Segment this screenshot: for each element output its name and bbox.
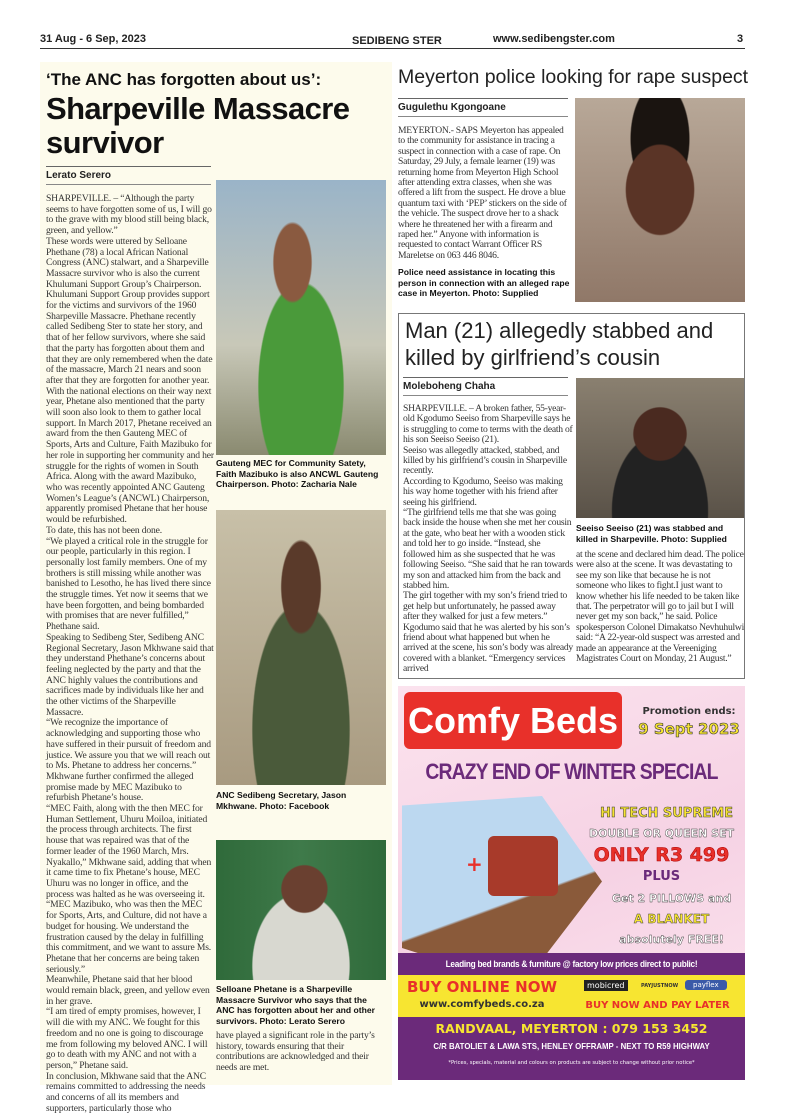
- free-line-1: Get 2 PILLOWS and: [611, 892, 732, 905]
- article-body: [46, 194, 214, 1114]
- buy-online: BUY ONLINE NOW: [406, 978, 557, 996]
- payflex-logo: payflex: [685, 980, 727, 990]
- article-anc-forgotten: [40, 62, 392, 1114]
- paragraph: Speaking to Sedibeng Ster, Sedibeng ANC Regional Secretary, Jason Mkhwane said that they understand Phethane’s concerns about feeling neglected by the party and that the ANC highly values the contributions and sacrifices made by individuals like her and the other victims of the Sharpeville Massacre.: [46, 631, 214, 718]
- paragraph: These words were uttered by Selloane Phethane (78) a local African National Congress (ANC) stalwart, and a Sharpeville Massacre survivor who is also the current Khulumani Support Group’s Chairperson. Khulumani Support Group provides support for the victims and survivors of the 1960 Sharpeville Massacre. Phethane recently called Sedibeng Ster to state her story, and that of her fellow survivors, where she said that the party has forgotten about them and that they are only remembered when the date of the massacre, March 21 nears and soon after that they are forgotten for another year. With the national elections on their way next year, Phetane also mentioned that the party will soon also look to them to gather local support. In March 2017, Phetane received an award from the then Gauteng MEC of Sports, Arts and Culture, Faith Mazibuko for her role in supporting her community and her struggle for the rights of women in South Africa. Along with the award Mazibuko, who was recently appointed ANC Gauteng Women’s League’s (ANCWL) Chairperson, apparently promised Phetane that her house would be refurbished.: [46, 235, 214, 526]
- article-body: [403, 404, 573, 675]
- promo-date: 9 Sept 2023: [638, 720, 740, 738]
- tagline: Leading bed brands & furniture @ factory low prices direct to public!: [445, 959, 698, 969]
- store-location: RANDVAAL, MEYERTON : 079 153 3452: [435, 1021, 708, 1036]
- paragraph: According to Kgodumo, Seeiso was making his way home together with his friend after seeing his girlfriend.: [403, 475, 563, 508]
- photo-jason-mkhwane: [216, 510, 386, 785]
- paragraph: Meanwhile, Phetane said that her blood would remain black, green, and yellow even in her grave.: [46, 974, 210, 1007]
- byline: Moleboheng Chaha: [403, 377, 568, 396]
- free-line-2: A BLANKET: [633, 912, 710, 926]
- article-continuation: have played a significant role in the party’s history, towards ensuring that their contributions are acknowledged and their needs are met.: [216, 1030, 375, 1074]
- blanket-image: [488, 836, 558, 896]
- promo-label: Promotion ends:: [642, 706, 736, 717]
- website: www.sedibengster.com: [493, 33, 615, 45]
- paragraph: “The girlfriend tells me that she was going back inside the house when she met her cousin at the gate, who beat her with a wooden stick and told her to go inside. “Instead, she followed him as she suspected that he was following Seeiso. “She said that he ran towards my son and attacked him from the back and stabbed him.: [403, 507, 573, 591]
- paragraph: “We played a critical role in the struggle for our people, particularly in this region. I personally lost family members. One of my brothers is still missing while another was banished to Lesotho, he has lived there since the struggle times. Yet now it seems that we have been forgotten, and being bombarded with promises that are never fulfilled,” Phethane said.: [46, 535, 211, 633]
- issue-date: 31 Aug - 6 Sep, 2023: [40, 33, 146, 45]
- disclaimer: *Prices, specials, material and colours on products are subject to change without prior notice*: [448, 1060, 695, 1066]
- paper-name: SEDIBENG STER: [352, 35, 442, 47]
- caption: Gauteng MEC for Community Satety, Faith Mazibuko is also ANCWL Gauteng Chairperson. Photo: Zacharia Nale: [216, 458, 379, 489]
- byline: Lerato Serero: [46, 166, 211, 185]
- paragraph: Seeiso was allegedly attacked, stabbed, and killed by his girlfriend’s cousin in Sharpeville recently.: [403, 444, 567, 477]
- paragraph: SHARPEVILLE. – A broken father, 55-year-old Kgodumo Seeiso from Sharpeville says he is struggling to come to terms with the death of his son Seeiso Seeiso (21).: [403, 403, 573, 446]
- photo-seeiso: [576, 378, 744, 518]
- byline: Gugulethu Kgongoane: [398, 98, 568, 117]
- address-banner: [398, 1017, 745, 1080]
- caption: Selloane Phetane is a Sharpeville Massacre Survivor who says that the ANC has forgotten about her and other survivors. Photo: Lerato Serero: [216, 984, 375, 1026]
- article-stabbed-column: [403, 377, 573, 675]
- caption: Police need assistance in locating this person in connection with an alleged rape case in Meyerton. Photo: Supplied: [398, 267, 570, 299]
- paragraph: “We recognize the importance of acknowledging and supporting those who have suffered in their pursuit of freedom and justice. We assure you that we will reach out to Ms. Phetane to address her concerns.” Mkhwane further confirmed the alleged promise made by MEC Mazibuko to refurbish Phetane’s house.: [46, 717, 211, 804]
- plus-label: PLUS: [642, 869, 681, 884]
- online-banner: [398, 975, 745, 1017]
- tagline-banner: [398, 953, 745, 975]
- headline: Meyerton police looking for rape suspect: [398, 66, 749, 88]
- product-name: HI TECH SUPREME: [599, 806, 734, 821]
- paragraph: SHARPEVILLE. – “Although the party seems to have forgotten some of us, I will go to the grave with my blood still being black, green, and yellow.”: [46, 193, 212, 237]
- headline: Man (21) allegedly stabbed and killed by girlfriend’s cousin: [405, 318, 714, 370]
- paragraph: “MEC Mazibuko, who was then the MEC for Sports, Arts, and Culture, did not have a budget for housing. We understand the frustration caused by the delay in fulfilling this commitment, and we want to assure Ms. Phetane that her concerns are being taken seriously.”: [46, 899, 212, 975]
- header-rule: [40, 48, 745, 49]
- caption: ANC Sedibeng Secretary, Jason Mkhwane. Photo: Facebook: [216, 790, 347, 811]
- photo-faith-mazibuko: [216, 180, 386, 455]
- photo-selloane-phetane: [216, 840, 386, 980]
- store-address: C/R BATOLIET & LAWA STS, HENLEY OFFRAMP - NEXT TO R59 HIGHWAY: [433, 1041, 710, 1051]
- pay-later: BUY NOW AND PAY LATER: [585, 1000, 730, 1011]
- paragraph: To date, this has not been done.: [46, 524, 163, 536]
- photo-column-3: [216, 840, 386, 1074]
- ad-url[interactable]: www.comfybeds.co.za: [419, 999, 545, 1010]
- article-continuation: at the scene and declared him dead. The police were also at the scene. It was devastating to see my son like that because he is not someone who likes to fight.I just want to know whether his life needed to be taken like that. The perpetrator will go to jail but I will never get my son back,” he said. Police spokesperson Colonel Dimakatso Nevhuhulwi said: “A 22-year-old suspect was arrested and made an appearance at the Vereeniging Magistrates Court on Monday, 21 August.”: [576, 549, 745, 665]
- kicker: ‘The ANC has forgotten about us’:: [46, 70, 322, 89]
- payjustnow-logo: PAYJUSTNOW: [641, 983, 679, 989]
- plus-sign: +: [466, 852, 483, 876]
- photo-suspect: [575, 98, 745, 302]
- comfy-beds-advert: [398, 686, 745, 1080]
- price: ONLY R3 499: [593, 844, 730, 866]
- brand-logo: Comfy Beds: [404, 692, 622, 749]
- paragraph: “I am tired of empty promises, however, I will die with my ANC. We fought for this freedom and no one is going to discourage me from following my beloved ANC. I will go to death with my ANC and not with a person,” Phetane said.: [46, 1006, 208, 1071]
- article-man-stabbed: [398, 313, 745, 679]
- article-meyerton-column: [398, 98, 570, 299]
- page-number: 3: [737, 33, 744, 45]
- promo-title: CRAZY END OF WINTER SPECIAL: [425, 759, 718, 784]
- mobicred-logo: mobicred: [584, 980, 628, 991]
- caption: Seeiso Seeiso (21) was stabbed and killed in Sharpeville. Photo: Supplied: [576, 523, 727, 544]
- product-set: DOUBLE OR QUEEN SET: [588, 827, 735, 840]
- photo-column-seeiso: [576, 378, 744, 664]
- paragraph: In conclusion, Mkhwane said that the ANC remains committed to addressing the needs and concerns of all its members and supporters, particularly those who: [46, 1070, 206, 1114]
- headline: Sharpeville Massacre survivor: [46, 91, 350, 160]
- paragraph: The girl together with my son’s friend tried to get help but unfortunately, he passed away after they walked for just a few meters.” Kgodumo said that he was alerted by his son’s friend about what happened but when he arrived at the scene, his son’s body was already covered with a blanket. “Emergency services arrived: [403, 590, 573, 675]
- free-line-3: absolutely FREE!: [619, 933, 724, 946]
- article-body: MEYERTON.- SAPS Meyerton has appealed to the community for assistance in tracing a suspect in connection with a case of rape. On Saturday, 29 July, a female learner (19) was returning home from Meyerton High School after attending extra classes, when she was offered a lift from the suspect. He drove a blue quantum taxi with ‘PEP’ stickers on the side of the vehicle. The suspect drove her to a shack where he threatened her with a firearm and raped her.” Anyone with information is requested to contact Warrant Officer RS Mareletse on 063 446 8046.: [398, 125, 567, 261]
- paragraph: “MEC Faith, along with the then MEC for Human Settlement, Uhuru Moiloa, initiated the process through architects. The first house that was repaired was that of the former leader of the 1960 March, Mrs. Nyakallo,” Mkhwane said, adding that when it came time to fix Phetane’s house, MEC Uhuru was no longer in office, and the process was halted as he was overseeing it.: [46, 803, 212, 900]
